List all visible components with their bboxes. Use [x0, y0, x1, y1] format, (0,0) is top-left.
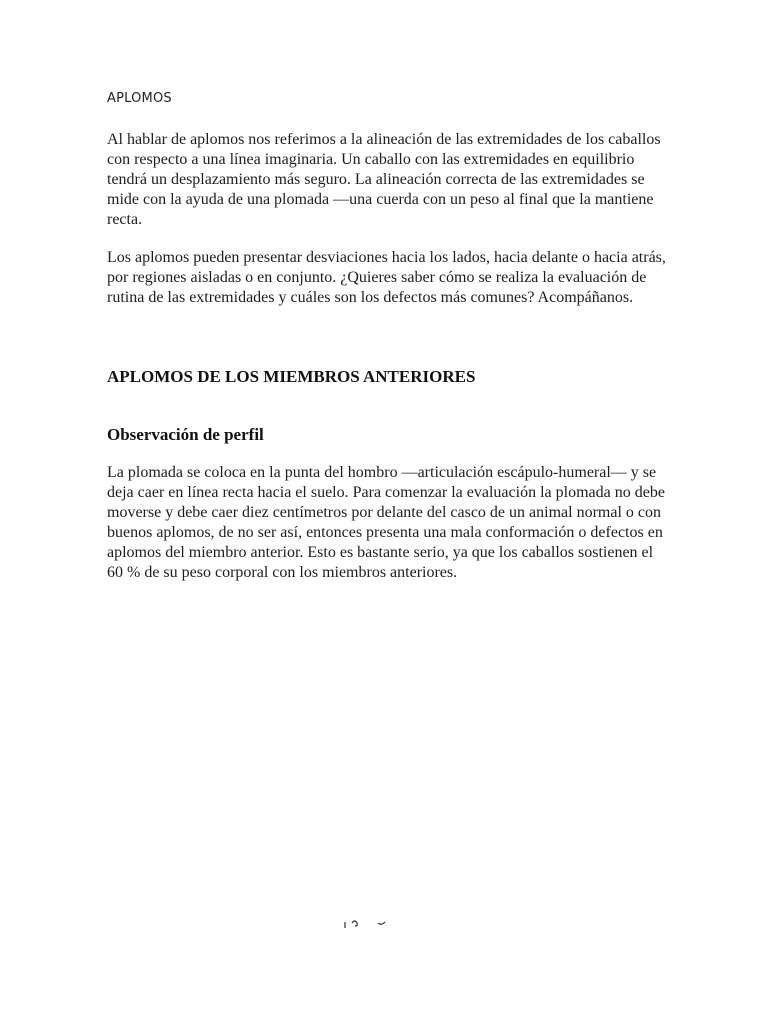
document-label: APLOMOS: [107, 91, 172, 106]
deviations-paragraph: Los aplomos pueden presentar desviaciones hacia los lados, hacia delante o hacia atrás, por regiones aisladas o en conjunto. ¿Quieres saber cómo se realiza la evaluación de rutina de las extremidades y cuáles son los defectos más comunes? Acompáñanos.: [107, 249, 666, 306]
intro-paragraph: Al hablar de aplomos nos referimos a la alineación de las extremidades de los caballos con respecto a una línea imaginaria. Un caballo con las extremidades en equilibrio tendrá un desplazamiento más seguro. La alineación correcta de las extremidades se mide con la ayuda de una plomada —una cuerda con un peso al final que la mantiene recta.: [107, 131, 661, 228]
page-footer-mark: [338, 913, 398, 933]
section-heading: APLOMOS DE LOS MIEMBROS ANTERIORES: [107, 367, 476, 386]
profile-paragraph: La plomada se coloca en la punta del hombro —articulación escápulo-humeral— y se deja caer en línea recta hacia el suelo. Para comenzar la evaluación la plomada no debe moverse y debe caer diez centímetros por delante del casco de un animal normal o con buenos aplomos, de no ser así, entonces presenta una mala conformación o defectos en aplomos del miembro anterior. Esto es bastante serio, ya que los caballos sostienen el 60 % de su peso corporal con los miembros anteriores.: [107, 464, 665, 581]
subsection-heading: Observación de perfil: [107, 425, 264, 444]
